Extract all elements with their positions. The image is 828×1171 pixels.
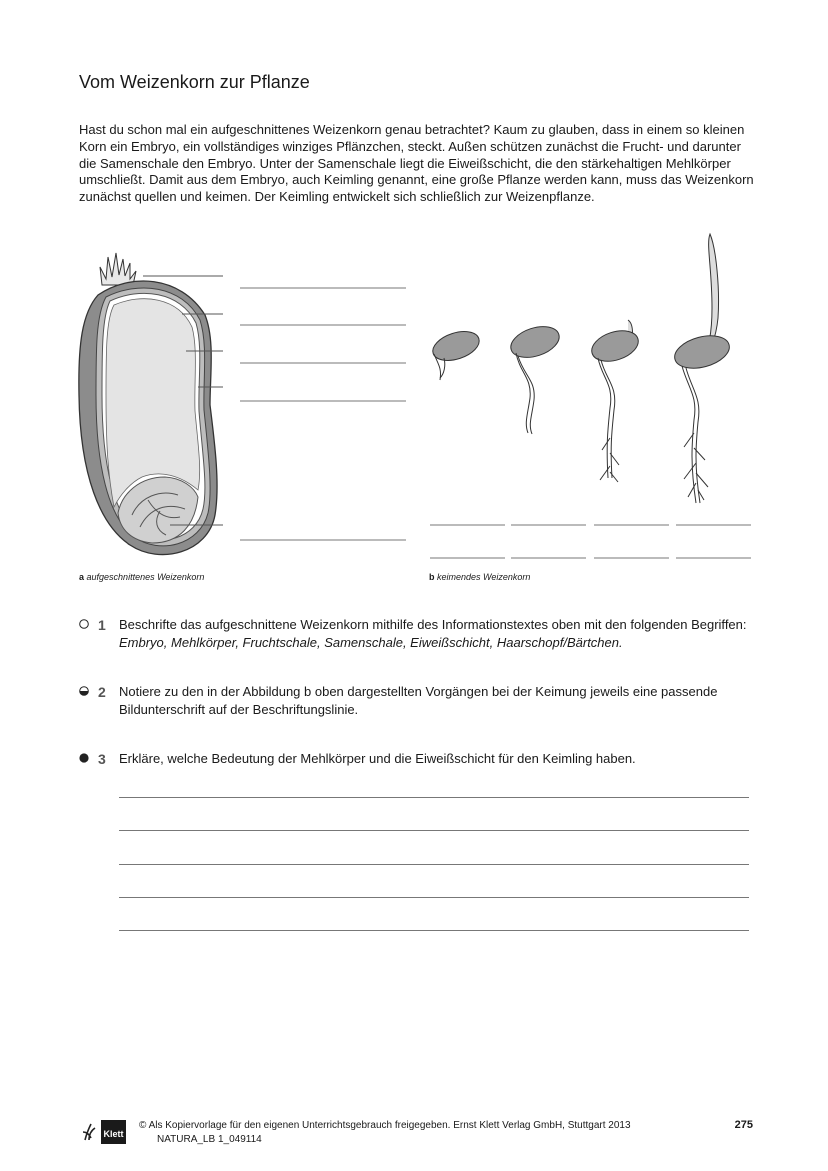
answer-line[interactable] <box>119 897 749 898</box>
difficulty-easy-icon <box>79 619 89 629</box>
task-text: Notiere zu den in der Abbildung b oben dargestellten Vorgängen bei der Keimung jeweils eine passende Bildunterschrift auf der Beschriftungslinie. <box>119 684 718 717</box>
caption-answer-lines[interactable] <box>430 525 751 558</box>
document-code: NATURA_LB 1_049114 <box>157 1134 262 1145</box>
answer-line[interactable] <box>119 930 749 931</box>
page-number: 275 <box>734 1119 753 1131</box>
difficulty-medium-icon <box>79 686 89 696</box>
answer-line[interactable] <box>119 864 749 865</box>
label-answer-lines[interactable] <box>240 288 406 540</box>
stage-1-swelling <box>429 326 483 380</box>
page-footer <box>79 1116 759 1150</box>
difficulty-hard-icon <box>79 753 89 763</box>
figure-b-caption: b keimendes Weizenkorn <box>429 572 531 582</box>
task-text: Erkläre, welche Bedeutung der Mehlkörper und die Eiweißschicht für den Keimling haben. <box>119 751 636 766</box>
task-text: Beschrifte das aufgeschnittene Weizenkorn mithilfe des Informationstextes oben mit den folgenden Begriffen: Embryo, Mehlkörper, Fruchtschale, Samenschale, Eiweißschicht, Haarschopf/Bärtchen. <box>119 617 747 650</box>
task-number: 1 <box>98 617 106 633</box>
hair-tuft <box>100 253 136 285</box>
intro-text: Hast du schon mal ein aufgeschnittenes Weizenkorn genau betrachtet? Kaum zu glauben, dass in einem so kleinen Korn ein Embryo, ein vollständiges winziges Pflänzchen, steckt. Außen schützen zunächst die Frucht- und darunter die Samenschale den Embryo. Unter der Samenschale liegt die Eiweißschicht, die den stärkehaltigen Mehlkörper umschließt. Damit aus dem Embryo, auch Keimling genannt, eine große Pflanze werden kann, muss das Weizenkorn zunächst quellen und keimen. Der Keimling entwickelt sich schließlich zur Weizenpflanze. <box>79 122 754 205</box>
germination-figure <box>420 228 760 568</box>
figure-a-caption: a aufgeschnittenes Weizenkorn <box>79 572 205 582</box>
task-number: 2 <box>98 684 106 700</box>
stage-2-root <box>507 321 563 434</box>
logo-text: Klett <box>103 1129 124 1139</box>
wheat-grain-figure <box>70 245 420 570</box>
publisher-logo <box>79 1118 127 1146</box>
stage-4-seedling <box>671 234 733 503</box>
stage-3-shoot <box>588 320 642 482</box>
answer-line[interactable] <box>119 830 749 831</box>
copyright-text: © Als Kopiervorlage für den eigenen Unterrichtsgebrauch freigegeben. Ernst Klett Verlag GmbH, Stuttgart 2013 <box>139 1120 631 1131</box>
answer-line[interactable] <box>119 797 749 798</box>
task-number: 3 <box>98 751 106 767</box>
page-title: Vom Weizenkorn zur Pflanze <box>79 72 310 92</box>
